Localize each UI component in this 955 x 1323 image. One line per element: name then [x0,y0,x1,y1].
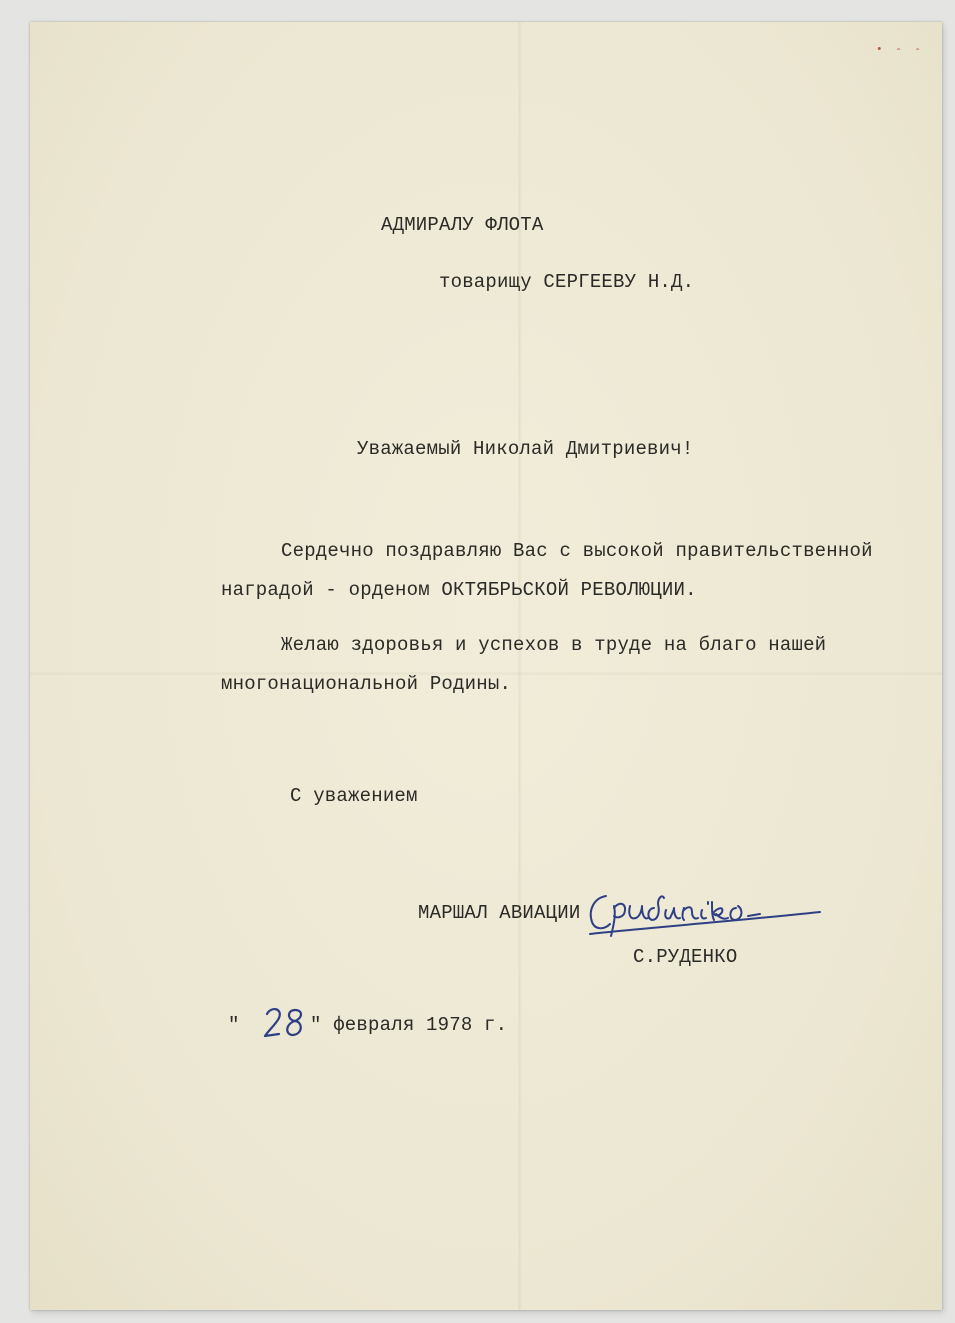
paragraph-2-line-2: многонациональной Родины. [221,673,512,695]
paragraph-2-line-1: Желаю здоровья и успехов в труде на благо нашей [281,634,827,656]
date-open-quote: " [228,1014,240,1036]
handwritten-signature [584,884,828,944]
signer-title: МАРШАЛ АВИАЦИИ [418,902,581,924]
addressee-rank: АДМИРАЛУ ФЛОТА [381,214,544,236]
addressee-name: товарищу СЕРГЕЕВУ Н.Д. [439,271,695,293]
signer-name: С.РУДЕНКО [633,946,738,968]
paragraph-1-line-1: Сердечно поздравляю Вас с высокой правительственной [281,540,873,562]
corner-ink-mark: • - - [876,44,925,56]
paragraph-1-line-2: наградой - орденом ОКТЯБРЬСКОЙ РЕВОЛЮЦИИ. [221,579,697,601]
salutation: Уважаемый Николай Дмитриевич! [357,438,694,460]
date-rest: " февраля 1978 г. [310,1014,508,1036]
closing: С уважением [290,785,418,807]
handwritten-date-day [261,1004,309,1040]
